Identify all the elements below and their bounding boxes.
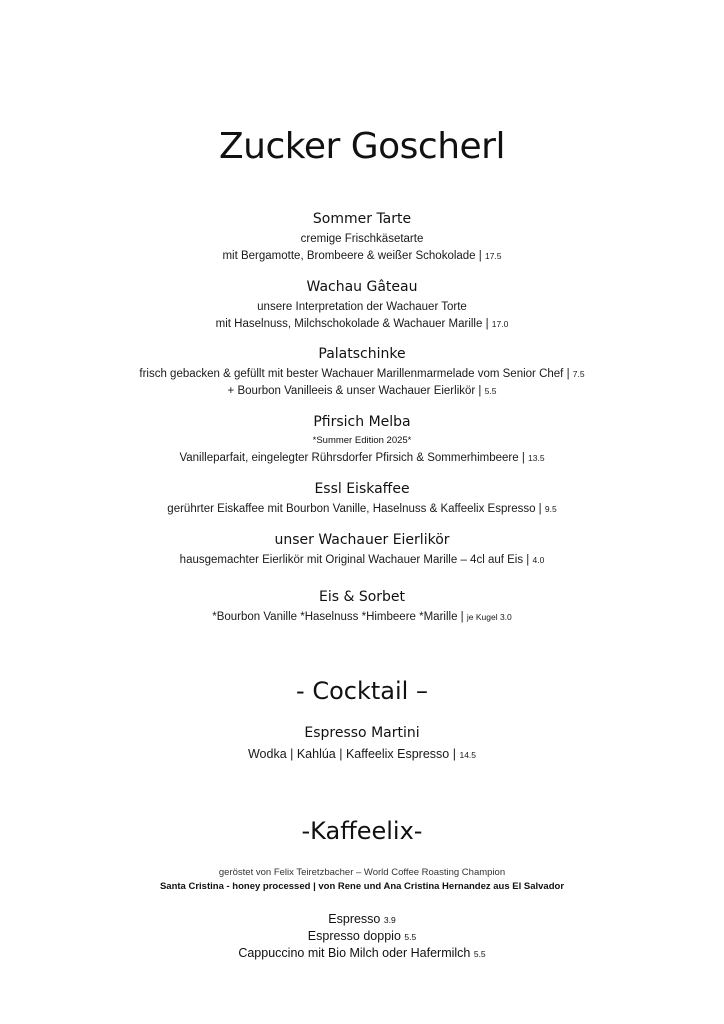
cocktail-heading: - Cocktail – [296,677,428,705]
item-description-line [0,503,724,515]
item-price: 9.5 [544,504,557,514]
item-price: 4.0 [532,555,545,565]
item-description-line [0,452,724,464]
item-price: 17.5 [484,251,502,261]
item-name: Espresso doppio [307,929,401,943]
item-price: 13.5 [528,453,545,463]
item-price: 14.5 [459,750,477,760]
menu-title: Zucker Goscherl [219,126,505,167]
kaffeelix-heading: -Kaffeelix- [301,817,423,845]
item-description: unsere Interpretation der Wachauer Torte [257,301,467,313]
item-description: Vanilleparfait, eingelegter Rührsdorfer Pfirsich & Sommerhimbeere | [179,452,525,464]
item-description-line [0,318,724,330]
item-description: cremige Frischkäsetarte [300,233,424,245]
item-name: Palatschinke [318,346,406,362]
item-description-line [0,250,724,262]
item-description: hausgemachter Eierlikör mit Original Wachauer Marille – 4cl auf Eis | [179,554,530,566]
origin-note: Santa Cristina - honey processed | von Rene und Ana Cristina Hernandez aus El Salvador [159,881,565,892]
item-price: 5.5 [484,386,497,396]
coffee-line [0,946,724,960]
item-description-line [0,747,724,761]
coffee-line [0,929,724,943]
item-name: Sommer Tarte [312,211,412,227]
item-name: Espresso Martini [304,725,420,741]
item-name: Wachau Gâteau [306,279,418,295]
item-description: gerührter Eiskaffee mit Bourbon Vanille, Haselnuss & Kaffeelix Espresso | [167,503,542,515]
item-price: 17.0 [491,319,509,329]
roaster-note: geröstet von Felix Teiretzbacher – World Coffee Roasting Champion [218,867,506,878]
item-description: frisch gebacken & gefüllt mit bester Wachauer Marillenmarmelade vom Senior Chef | [139,368,570,380]
item-name: Espresso [328,912,381,926]
item-name: Pfirsich Melba [313,414,411,430]
item-name: unser Wachauer Eierlikör [274,532,450,548]
item-description-line [0,385,724,397]
item-price: 3.9 [383,915,396,925]
item-name: Eis & Sorbet [318,589,406,605]
item-price: 5.5 [404,932,417,942]
item-name: Cappuccino mit Bio Milch oder Hafermilch [238,946,471,960]
item-description: mit Bergamotte, Brombeere & weißer Schokolade | [222,250,482,262]
item-description-line [0,611,724,623]
item-note: *Summer Edition 2025* [312,435,412,446]
item-name: Essl Eiskaffee [314,481,410,497]
coffee-line [0,912,724,926]
item-description-line [0,368,724,380]
item-description: mit Haselnuss, Milchschokolade & Wachauer Marille | [215,318,489,330]
item-description: *Bourbon Vanille *Haselnuss *Himbeere *Marille | [212,611,464,623]
item-description: Wodka | Kahlúa | Kaffeelix Espresso | [247,747,456,761]
item-price: je Kugel 3.0 [466,612,512,622]
item-price: 7.5 [572,369,585,379]
item-description-line [0,554,724,566]
item-price: 5.5 [473,949,486,959]
item-description: + Bourbon Vanilleeis & unser Wachauer Eierlikör | [227,385,482,397]
